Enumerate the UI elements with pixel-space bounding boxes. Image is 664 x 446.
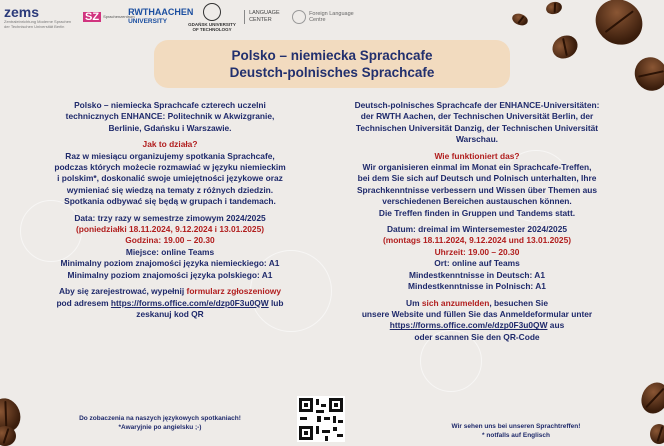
coffee-bean-icon xyxy=(636,378,664,418)
how-line: verschiedenen Bereichen austauschen können. xyxy=(382,196,572,207)
intro-line: Polsko – niemiecka Sprachcafe czterech uczelni xyxy=(74,100,266,110)
intro-line: Technischen Universität Danzig, der Technischen Universität xyxy=(355,122,599,133)
dates-list: (montags 18.11.2024, 9.12.2024 und 13.01.2025) xyxy=(382,235,572,246)
dates-list: (poniedziałki 18.11.2024, 9.12.2024 i 13.01.2025) xyxy=(75,224,265,235)
foreign-language-centre-logo: Foreign Language Centre xyxy=(292,10,354,24)
how-line: i polskim*, doskonalić swoje umiejętności językowe oraz xyxy=(57,173,283,184)
how-line: Spotkania odbywać się będą w grupach i tandemach. xyxy=(64,196,276,207)
level-line: Mindestkenntnisse in Deutsch: A1 xyxy=(408,269,546,280)
how-heading: Wie funktioniert das? xyxy=(434,150,520,161)
rwth-logo: RWTHAACHEN UNIVERSITY xyxy=(128,7,194,25)
place-line: Ort: online auf Teams xyxy=(434,258,520,269)
registration-line: pod adresem https://forms.office.com/e/dzp0F3u0QW lub xyxy=(56,297,284,308)
registration-line: zeskanuj kod QR xyxy=(136,308,204,319)
intro-line: technicznych ENHANCE: Politechnik w Akwizgranie, xyxy=(65,111,275,122)
title-box xyxy=(154,40,510,88)
time-line: Uhrzeit: 19.00 – 20.30 xyxy=(434,246,520,257)
coffee-bean-icon xyxy=(629,51,664,96)
dates-line: Data: trzy razy w semestrze zimowym 2024/2025 xyxy=(74,212,266,223)
place-line: Miejsce: online Teams xyxy=(125,246,215,257)
how-line: wymieniać się wiedzą na tematy z różnych dziedzin. xyxy=(66,184,274,195)
title-polish: Polsko – niemiecka Sprachcafe xyxy=(231,48,433,63)
registration-line: unsere Website und füllen Sie das Anmeldeformular unter xyxy=(361,308,593,319)
how-line: podczas których możecie rozmawiać w języku niemieckim xyxy=(54,162,286,173)
dates-line: Datum: dreimal im Wintersemester 2024/2025 xyxy=(386,224,568,235)
intro-line: Deutsch-polnisches Sprachcafe der ENHANCE-Universitäten: xyxy=(354,100,600,110)
coffee-bean-icon xyxy=(511,12,530,28)
level-line: Minimalny poziom znajomości języka niemieckiego: A1 xyxy=(60,258,280,269)
registration-form-link[interactable]: formularz zgłoszeniowy xyxy=(186,286,281,297)
level-line: Mindestkenntnisse in Polnisch: A1 xyxy=(408,281,546,292)
german-footer: Wir sehen uns bei unseren Sprachtreffen! * notfalls auf Englisch xyxy=(451,423,581,439)
globe-icon xyxy=(292,10,306,24)
polish-footer: Do zobaczenia na naszych językowych spotkaniach! *Awaryjnie po angielsku ;-) xyxy=(79,415,241,431)
coffee-bean-icon xyxy=(650,424,664,444)
how-heading: Jak to działa? xyxy=(142,139,198,150)
registration-form-link[interactable]: sich anzumelden xyxy=(421,297,490,308)
registration-line: https://forms.office.com/e/dzp0F3u0QW aus xyxy=(389,320,565,331)
registration-line: oder scannen Sie den QR-Code xyxy=(414,331,540,342)
how-line: Sprachkenntnisse verbessern und Wissen über Themen aus xyxy=(356,184,598,195)
coffee-bean-icon xyxy=(0,426,16,446)
how-line: Raz w miesiącu organizujemy spotkania Sprachcafe, xyxy=(65,150,275,161)
polish-column xyxy=(20,100,320,320)
how-line: bei dem Sie sich auf Deutsch und Polnisch unterhalten, Ihre xyxy=(357,173,597,184)
intro-line: Berlinie, Gdańsku i Warszawie. xyxy=(108,122,232,133)
gdansk-logo: GDAŃSK UNIVERSITY OF TECHNOLOGY xyxy=(187,3,237,32)
logo-bar xyxy=(0,0,404,34)
registration-url-link[interactable]: https://forms.office.com/e/dzp0F3u0QW xyxy=(389,320,548,331)
zems-logo: zems Zentraleinrichtung Moderne Sprachen der Technischen Universität Berlin xyxy=(4,3,72,29)
coffee-bean-icon xyxy=(587,0,652,54)
sz-logo: SZ Sprachenzentrum xyxy=(85,11,135,23)
german-column xyxy=(318,100,636,343)
how-line: Wir organisieren einmal im Monat ein Sprachcafe-Treffen, xyxy=(362,162,592,173)
coffee-bean-icon xyxy=(548,31,582,63)
coffee-bean-icon xyxy=(545,0,564,16)
qr-code-icon[interactable] xyxy=(297,396,345,442)
gdansk-seal-icon xyxy=(203,3,221,21)
level-line: Minimalny poziom znajomości języka polskiego: A1 xyxy=(67,269,273,280)
language-center-logo: LANGUAGE CENTER xyxy=(244,10,285,24)
how-line: Die Treffen finden in Gruppen und Tandems statt. xyxy=(378,207,576,218)
registration-line: Aby się zarejestrować, wypełnij formularz zgłoszeniowy xyxy=(58,286,281,297)
intro-line: der RWTH Aachen, der Technischen Universität Berlin, der xyxy=(360,111,594,122)
intro-line: Warschau. xyxy=(455,134,499,145)
registration-url-link[interactable]: https://forms.office.com/e/dzp0F3u0QW xyxy=(110,297,269,308)
registration-line: Um sich anzumelden, besuchen Sie xyxy=(406,297,548,308)
title-german: Deustch-polnisches Sprachcafe xyxy=(229,65,435,80)
time-line: Godzina: 19.00 – 20.30 xyxy=(125,235,215,246)
